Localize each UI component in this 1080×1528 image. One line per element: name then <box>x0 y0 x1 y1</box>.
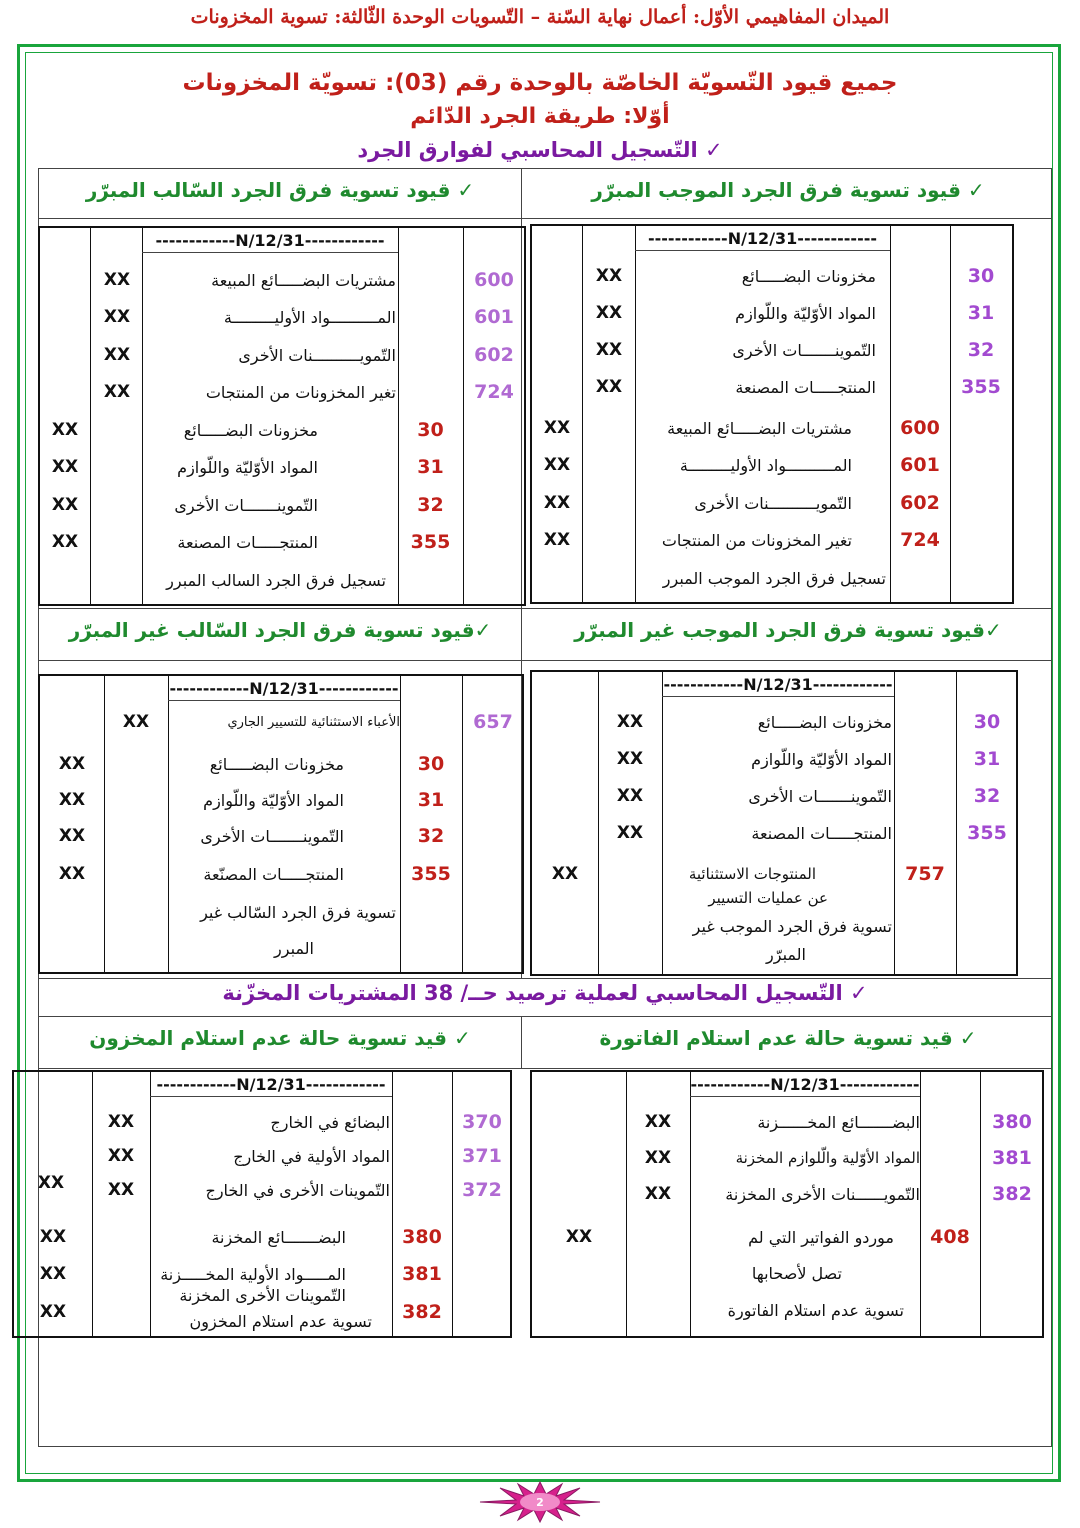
section-title-no-stock: ✓ قيد تسوية حالة عدم استلام المخزون <box>89 1026 471 1050</box>
check-icon: ✓ <box>453 1026 471 1050</box>
section-title-negative-unjustified: ✓قيود تسوية فرق الجرد السّالب غير المبرّر <box>68 618 492 642</box>
divider <box>38 1068 1052 1069</box>
table-row: 601 المــــــــــواد الأوليـــــــــة XX <box>543 454 940 476</box>
table-row: عن عمليات التسيير <box>708 889 828 907</box>
divider <box>38 1016 1052 1017</box>
table-row: 381 المـــــواد الأولية المخـــــزنة XX <box>39 1263 442 1285</box>
page-header: الميدان المفاهيمي الأوّل: أعمال نهاية السّنة – التّسويات الوحدة الثّالثة: تسوية المخزونات <box>190 6 890 28</box>
divider <box>521 1016 522 1068</box>
table-row: 380 البضـــــــائع المخــــــزنة XX <box>644 1111 1032 1133</box>
table-row: 382 التّمويــــــنات الأخرى المخزنة XX <box>644 1183 1032 1205</box>
table-row: 602 التّمويــــــــــنات الأخرى XX <box>103 344 514 366</box>
entry-memo: تسجيل فرق الجرد السالب المبرر <box>166 571 386 590</box>
entry-memo: تسوية فرق الجرد الموجب غير <box>692 917 892 936</box>
journal-table-s5 <box>530 1070 1044 1338</box>
section-title-positive-justified: ✓ قيود تسوية فرق الجرد الموجب المبرّر <box>591 178 985 202</box>
table-row: 600 مشتريات البضـــــائع المبيعة XX <box>103 269 514 291</box>
journal-table-s1 <box>530 224 1014 604</box>
table-row: 355 المنتجـــــات المصنعة XX <box>595 376 1001 398</box>
entry-date: ------------N/12/31------------ <box>663 675 893 694</box>
table-row: 381 المواد الأوّلية والّلوازم المخزنة XX <box>644 1147 1032 1169</box>
entry-date: ------------N/12/31------------ <box>690 1075 920 1094</box>
table-row: 30 مخزونات البضـــــائع XX <box>58 753 445 775</box>
table-row: 724 تغير المخزونات من المنتجات XX <box>103 381 514 403</box>
table-row: 372 التّموينات الأخرى في الخارج XX <box>107 1179 502 1201</box>
table-row: 370 البضائع في الخارج XX <box>107 1111 502 1133</box>
divider <box>1051 168 1052 1446</box>
table-row: 32 التّموينـــــــات الأخرى XX <box>58 825 445 847</box>
table-row: 355 المنتجـــــات المصنعة XX <box>616 822 1007 844</box>
divider <box>38 978 1052 979</box>
main-title: جميع قيود التّسويّة الخاصّة بالوحدة رقم (03): تسويّة المخزونات <box>182 70 898 96</box>
journal-table-s2 <box>38 226 526 606</box>
table-row: 31 المواد الأوّليّة واللّوازم XX <box>595 302 995 324</box>
journal-table-s6 <box>12 1070 512 1338</box>
table-row: التّموينات الأخرى المخزنة <box>179 1286 346 1305</box>
entry-date: ------------N/12/31------------ <box>648 229 877 248</box>
section-title-positive-unjustified: ✓قيود تسوية فرق الجرد الموجب غير المبرّر <box>574 618 1002 642</box>
divider <box>38 660 1052 661</box>
page-number: 2 <box>536 1496 544 1509</box>
check-icon: ✓ <box>959 1026 977 1050</box>
table-row: 382 XX <box>39 1301 442 1323</box>
method-title: أوّلا: طريقة الجرد الدّائم <box>410 104 670 129</box>
amount-mark: XX <box>37 1173 65 1193</box>
table-row: 30 مخزونات البضـــــائع XX <box>51 419 444 441</box>
entry-date: ------------N/12/31------------ <box>155 231 385 250</box>
table-row: 601 المــــــــــواد الأوليـــــــــة XX <box>103 306 514 328</box>
entry-date: ------------N/12/31------------ <box>169 679 399 698</box>
entry-memo: تسجيل فرق الجرد الموجب المبرر <box>662 569 886 588</box>
divider <box>38 608 1052 609</box>
table-row: 757 المنتوجات الاستثنائية XX <box>551 863 945 885</box>
table-row: 657 الأعباء الاستثنائية للتسيير الجاري XX <box>122 711 513 733</box>
section-title-negative-justified: ✓ قيود تسوية فرق الجرد السّالب المبرّر <box>85 178 475 202</box>
table-row: 355 المنتجـــــات المصنعة XX <box>51 531 451 553</box>
journal-table-s4 <box>38 674 524 974</box>
entry-date: ------------N/12/31------------ <box>156 1075 386 1094</box>
table-row: 31 المواد الأوّليّة واللّوازم XX <box>616 748 1001 770</box>
check-icon: ✓ <box>457 178 475 202</box>
table-row: 380 البضـــــــائع المخزنة XX <box>39 1226 442 1248</box>
entry-memo: تسوية عدم استلام الفاتورة <box>727 1301 904 1320</box>
divider <box>38 1446 1052 1447</box>
entry-memo: تسوية فرق الجرد السّالب غير <box>200 903 396 922</box>
entry-memo: تسوية عدم استلام المخزون <box>189 1312 372 1331</box>
page-number-badge <box>476 1480 604 1524</box>
table-row: 371 المواد الأولية في الخارج XX <box>107 1145 502 1167</box>
record-title-38: ✓ التّسجيل المحاسبي لعملية ترصيد حــ/ 38 المشتريات المخزّنة <box>222 981 868 1005</box>
entry-memo: المبرر <box>274 939 314 958</box>
record-title: ✓ التّسجيل المحاسبي لفوارق الجرد <box>357 138 723 162</box>
table-row: 32 التّموينـــــــات الأخرى XX <box>595 339 995 361</box>
table-row: تصل لأصحابها <box>751 1264 842 1283</box>
check-icon: ✓ <box>967 178 985 202</box>
section-title-no-invoice: ✓ قيد تسوية حالة عدم استلام الفاتورة <box>599 1026 977 1050</box>
table-row: 31 المواد الأوّليّة واللّوازم XX <box>51 456 444 478</box>
check-icon: ✓ <box>705 138 723 162</box>
check-icon: ✓ <box>850 981 868 1005</box>
check-icon: ✓ <box>985 618 1002 642</box>
table-row: 32 التّموينـــــــات الأخرى XX <box>616 785 1001 807</box>
check-icon: ✓ <box>474 618 492 642</box>
divider <box>38 168 1052 169</box>
journal-table-s3 <box>530 670 1018 976</box>
table-row: 32 التّموينـــــــات الأخرى XX <box>51 494 444 516</box>
divider <box>38 218 1052 219</box>
table-row: 724 تغير المخزونات من المنتجات XX <box>543 529 940 551</box>
table-row: 30 مخزونات البضـــــائع XX <box>595 265 995 287</box>
table-row: 408 موردو الفواتير التي لم XX <box>565 1226 970 1248</box>
entry-memo: المبرّر <box>766 945 806 964</box>
table-row: 600 مشتريات البضـــــائع المبيعة XX <box>543 417 940 439</box>
table-row: 31 المواد الأوّليّة واللّوازم XX <box>58 789 445 811</box>
table-row: 30 مخزونات البضـــــائع XX <box>616 711 1001 733</box>
table-row: 602 التّمويــــــــــنات الأخرى XX <box>543 492 940 514</box>
table-row: 355 المنتجـــــات المصنّعة XX <box>58 863 451 885</box>
